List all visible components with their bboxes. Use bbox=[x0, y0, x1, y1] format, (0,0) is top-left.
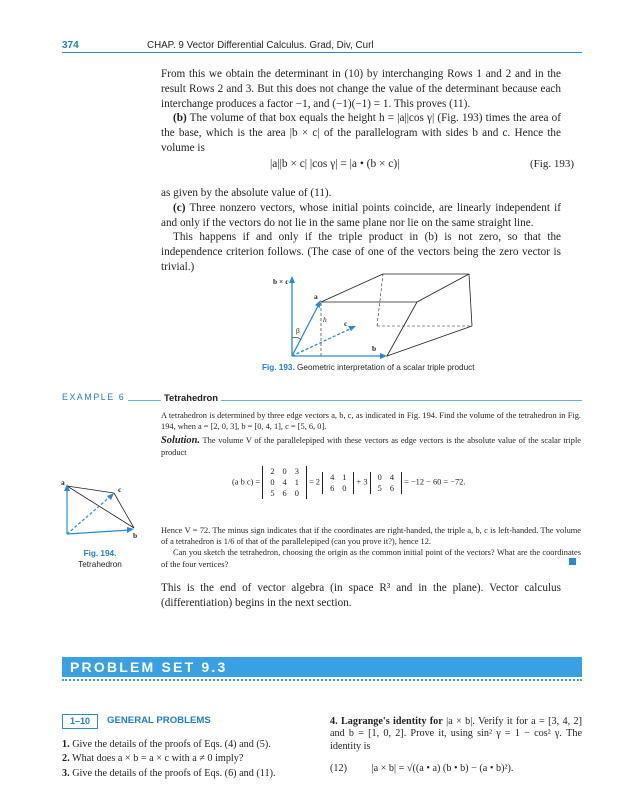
back-right-edge bbox=[469, 274, 472, 326]
problem-number: 1. bbox=[62, 739, 70, 750]
figure-194-caption-number: Fig. 194. bbox=[83, 549, 117, 558]
det-cell: 5 bbox=[377, 483, 382, 493]
example-after-1: Hence V = 72. The minus sign indicates that if the coordinates are right-handed, the triple a, b, c is left-handed. The volume of a tetrahedron is 1/6 of that of the parallelepiped (can you prove it?), hence 12. bbox=[161, 526, 581, 547]
det-result: = −12 − 60 = −72. bbox=[404, 477, 466, 487]
general-problems-title: GENERAL PROBLEMS bbox=[107, 715, 211, 726]
det-cell: 1 bbox=[342, 472, 347, 482]
problem-set-title: PROBLEM SET 9.3 bbox=[70, 659, 228, 675]
label-h: h bbox=[323, 315, 327, 324]
solution-label: Solution. bbox=[161, 435, 200, 447]
problem-text: What does a × b = a × c with a ≠ 0 imply? bbox=[72, 753, 244, 765]
edge-c-b bbox=[114, 493, 134, 528]
arrowhead-c bbox=[348, 326, 356, 331]
label-b: b bbox=[372, 344, 377, 353]
det-matrix-3x3 bbox=[262, 466, 307, 499]
tet-vector-c bbox=[67, 496, 111, 534]
arrowhead-a bbox=[315, 300, 321, 308]
det-cell: 4 bbox=[282, 478, 287, 487]
paragraph-2-text: The volume of that box equals the height h = |a||cos γ| (Fig. 193) times the area of the base, which is the area |b × c| of the parallelogram with sides b and c. Hence the volume is bbox=[161, 112, 561, 154]
label-beta: β bbox=[296, 326, 300, 335]
problem-set-dotted-rule bbox=[62, 677, 582, 681]
arrowhead-b bbox=[380, 353, 387, 359]
volume-equation: |a||b × c| |cos γ| = |a • (b × c)| bbox=[270, 158, 400, 170]
equation-ref: (Fig. 193) bbox=[530, 158, 574, 170]
example-title: Tetrahedron bbox=[161, 392, 221, 403]
det-eq: = 2 bbox=[308, 477, 320, 487]
det-cell: 0 bbox=[377, 472, 382, 482]
determinant-equation bbox=[232, 466, 465, 499]
closing-text: This is the end of vector algebra (in space R³ and in the plane). Vector calculus (differentiation) begins in the next section. bbox=[161, 582, 561, 609]
problem-item bbox=[62, 752, 312, 766]
paragraph-1: From this we obtain the determinant in (10) by interchanging Rows 1 and 2 and in the result Rows 2 and 3. But this does not change the value of the determinant because each interchange produces a factor −1, and (−1)(−1) = 1. This proves (11). bbox=[161, 68, 561, 110]
edge-a-c bbox=[67, 486, 114, 493]
figure-193-caption-number: Fig. 193. bbox=[262, 363, 295, 372]
problems-right-column bbox=[330, 716, 582, 776]
base-right-edge bbox=[387, 326, 472, 356]
problem-4-text: Verify it for a = [3, 4, 2] and b = [1, 0, 2]. Prove it, using sin² γ = 1 − cos² γ. The identity is bbox=[330, 716, 582, 752]
c-vector bbox=[292, 328, 352, 356]
paragraph-4-lead: (c) bbox=[173, 201, 186, 214]
end-of-example-mark bbox=[569, 558, 576, 565]
header-rule bbox=[62, 52, 582, 53]
paragraph-2 bbox=[161, 111, 561, 155]
det-cell: 0 bbox=[342, 483, 347, 493]
figure-193-caption-text: Geometric interpretation of a scalar triple product bbox=[297, 363, 475, 372]
problem-text: Give the details of the proofs of Eqs. (6) and (11). bbox=[72, 767, 276, 779]
figure-194-tetrahedron bbox=[62, 478, 142, 538]
tet-arrow-c bbox=[107, 493, 114, 500]
det-cell: 4 bbox=[330, 472, 335, 482]
det-minor-1 bbox=[322, 472, 354, 494]
tet-label-a: a bbox=[61, 478, 65, 487]
paragraph-3: as given by the absolute value of (11). bbox=[161, 187, 332, 199]
problem-4-number: 4. bbox=[330, 716, 338, 727]
example-solution bbox=[161, 435, 581, 457]
front-right-edge bbox=[387, 302, 417, 356]
example-after-2: Can you sketch the tetrahedron, choosing the origin as the common initial point of the vectors? What are the coordinates of the four vertices? bbox=[161, 548, 581, 569]
figure-194-caption bbox=[60, 548, 140, 570]
det-cell: 0 bbox=[294, 489, 299, 498]
tet-label-b: b bbox=[133, 531, 138, 540]
top-left-edge bbox=[321, 274, 383, 302]
equation-number: (12) bbox=[330, 763, 347, 775]
body-text bbox=[161, 67, 561, 156]
det-cell: 1 bbox=[294, 478, 299, 487]
paragraph-2-lead: (b) bbox=[173, 112, 187, 125]
det-lhs: (a b c) = bbox=[232, 477, 261, 487]
det-cell: 5 bbox=[270, 489, 275, 498]
tet-vector-b bbox=[67, 530, 130, 534]
problem-item bbox=[62, 767, 312, 781]
figure-194-caption-text: Tetrahedron bbox=[78, 560, 122, 569]
det-cell: 0 bbox=[270, 478, 275, 487]
hidden-vertical-edge bbox=[377, 274, 383, 326]
beta-arc bbox=[292, 337, 301, 340]
label-c: c bbox=[344, 319, 348, 328]
problem-range-box: 1–10 bbox=[62, 714, 98, 729]
det-cell: 6 bbox=[389, 483, 395, 493]
problem-text: Give the details of the proofs of Eqs. (4) and (5). bbox=[72, 739, 271, 750]
det-plus: + 3 bbox=[356, 477, 368, 487]
page-number: 374 bbox=[62, 40, 79, 51]
tet-label-c: c bbox=[118, 485, 122, 494]
figure-193-parallelepiped bbox=[273, 272, 474, 362]
problems-left-column bbox=[62, 738, 312, 781]
problem-number: 2. bbox=[62, 753, 70, 765]
problem-4 bbox=[330, 716, 582, 753]
problem-number: 3. bbox=[62, 767, 70, 779]
closing-paragraph bbox=[161, 581, 561, 611]
det-cell: 6 bbox=[330, 483, 335, 493]
running-header: CHAP. 9 Vector Differential Calculus. Grad, Div, Curl bbox=[147, 40, 374, 51]
example-intro bbox=[161, 410, 581, 458]
example-label: EXAMPLE 6 bbox=[62, 392, 128, 402]
arrowhead-bxc bbox=[289, 276, 295, 283]
problem-item bbox=[62, 738, 312, 752]
lagrange-equation: |a × b| = √((a • a) (b • b) − (a • b)²). bbox=[371, 763, 514, 775]
figure-193-caption bbox=[262, 363, 475, 372]
problem-4-lead: Lagrange's identity for bbox=[341, 716, 443, 727]
det-cell: 2 bbox=[270, 467, 275, 476]
top-right-edge bbox=[417, 274, 469, 302]
body-text-2 bbox=[161, 186, 561, 275]
example-conclusion bbox=[161, 525, 581, 570]
lagrange-identity bbox=[330, 763, 582, 775]
label-a: a bbox=[314, 292, 318, 301]
det-minor-2 bbox=[370, 472, 402, 494]
label-bxc: b × c bbox=[273, 277, 289, 286]
edge-a-b bbox=[67, 486, 134, 528]
det-cell: 6 bbox=[282, 489, 287, 498]
solution-text: The volume V of the parallelepiped with these vectors as edge vectors is the absolute value of the scalar triple product bbox=[161, 436, 581, 457]
paragraph-4 bbox=[161, 201, 561, 231]
det-cell: 3 bbox=[294, 467, 299, 476]
example-intro-text: A tetrahedron is determined by three edge vectors a, b, c, as indicated in Fig. 194. Find the volume of the tetrahedron in Fig. 194, when a = [2, 0, 3], b = [0, 4, 1], c = [5, 6, 0]. bbox=[161, 411, 581, 432]
problem-4-lead-expr: |a × b|. bbox=[446, 716, 475, 727]
paragraph-5: This happens if and only if the triple product in (b) is not zero, so that the independence criterion follows. (The case of one of the vectors being the zero vector is trivial.) bbox=[161, 231, 561, 273]
example-rule bbox=[62, 400, 582, 401]
paragraph-4-text: Three nonzero vectors, whose initial points coincide, are linearly independent if and only if the vectors do not lie in the same plane nor lie on the same straight line. bbox=[161, 201, 561, 229]
det-cell: 0 bbox=[282, 467, 287, 476]
det-cell: 4 bbox=[389, 472, 395, 482]
